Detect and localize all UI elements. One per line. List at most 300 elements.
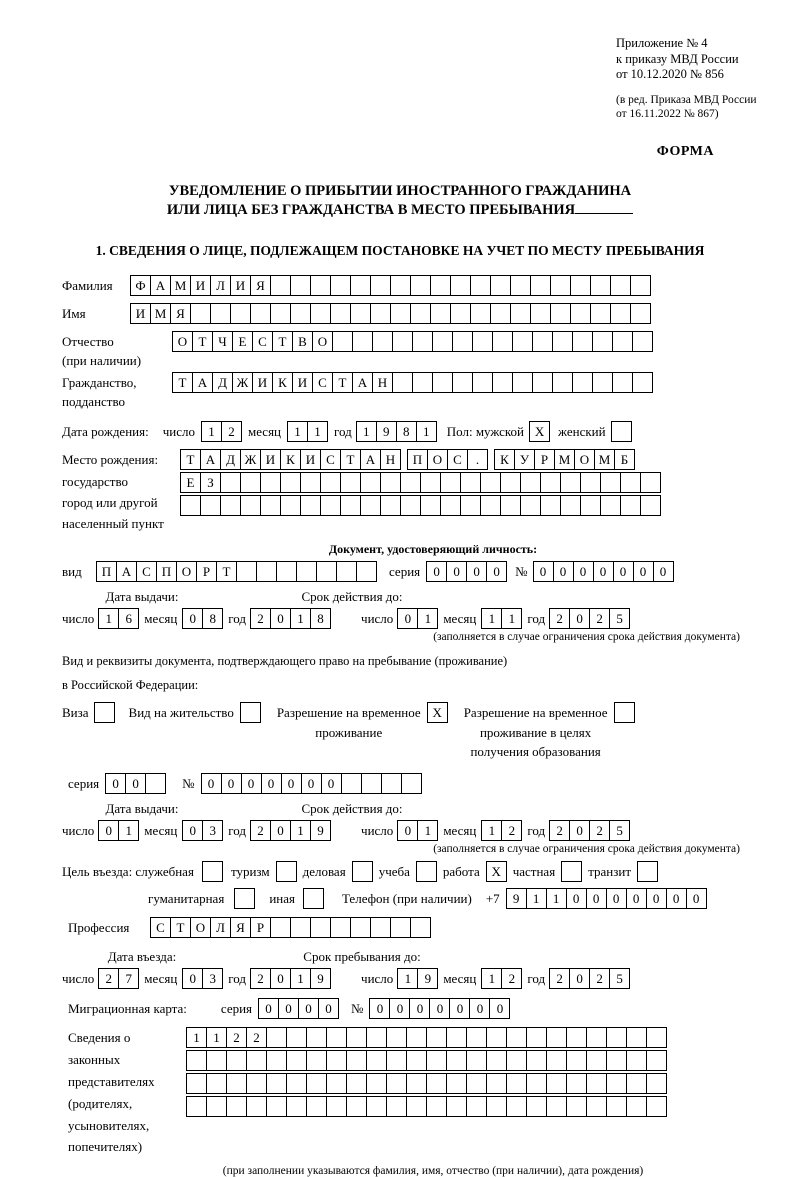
- char-cell[interactable]: 1: [526, 888, 547, 909]
- char-cell[interactable]: 0: [221, 773, 242, 794]
- char-cell[interactable]: [340, 495, 361, 516]
- char-cell[interactable]: И: [252, 372, 273, 393]
- char-cell[interactable]: [276, 561, 297, 582]
- char-cell[interactable]: О: [190, 917, 211, 938]
- char-cell[interactable]: [366, 1027, 387, 1048]
- char-cell[interactable]: [210, 303, 231, 324]
- char-cell[interactable]: [366, 1073, 387, 1094]
- char-cell[interactable]: 2: [226, 1027, 247, 1048]
- char-cell[interactable]: [640, 495, 661, 516]
- mc-series-input[interactable]: [258, 998, 339, 1019]
- char-cell[interactable]: [632, 331, 653, 352]
- char-cell[interactable]: [386, 1073, 407, 1094]
- char-cell[interactable]: [546, 1073, 567, 1094]
- char-cell[interactable]: [326, 1027, 347, 1048]
- char-cell[interactable]: 0: [686, 888, 707, 909]
- char-cell[interactable]: [470, 303, 491, 324]
- char-cell[interactable]: [220, 495, 241, 516]
- char-cell[interactable]: [260, 472, 281, 493]
- char-cell[interactable]: М: [150, 303, 171, 324]
- char-cell[interactable]: [426, 1050, 447, 1071]
- char-cell[interactable]: [580, 472, 601, 493]
- char-cell[interactable]: 0: [653, 561, 674, 582]
- char-cell[interactable]: [326, 1050, 347, 1071]
- char-cell[interactable]: [270, 917, 291, 938]
- char-cell[interactable]: [350, 917, 371, 938]
- char-cell[interactable]: 2: [549, 968, 570, 989]
- char-cell[interactable]: Р: [196, 561, 217, 582]
- char-cell[interactable]: [366, 1050, 387, 1071]
- char-cell[interactable]: [446, 1050, 467, 1071]
- char-cell[interactable]: 0: [426, 561, 447, 582]
- char-cell[interactable]: [310, 275, 331, 296]
- purpose-private-checkbox[interactable]: [561, 861, 582, 882]
- char-cell[interactable]: И: [300, 449, 321, 470]
- char-cell[interactable]: 0: [626, 888, 647, 909]
- stay-month-input[interactable]: [481, 968, 522, 989]
- char-cell[interactable]: [586, 1073, 607, 1094]
- char-cell[interactable]: [381, 773, 402, 794]
- char-cell[interactable]: [350, 303, 371, 324]
- char-cell[interactable]: Н: [372, 372, 393, 393]
- char-cell[interactable]: [330, 275, 351, 296]
- char-cell[interactable]: [566, 1073, 587, 1094]
- char-cell[interactable]: И: [260, 449, 281, 470]
- char-cell[interactable]: [260, 495, 281, 516]
- char-cell[interactable]: [420, 495, 441, 516]
- char-cell[interactable]: 0: [261, 773, 282, 794]
- char-cell[interactable]: [412, 372, 433, 393]
- char-cell[interactable]: [350, 275, 371, 296]
- residence-permit-checkbox[interactable]: [240, 702, 261, 723]
- char-cell[interactable]: [512, 372, 533, 393]
- entry-year-input[interactable]: [250, 968, 331, 989]
- char-cell[interactable]: 2: [246, 1027, 267, 1048]
- char-cell[interactable]: 2: [98, 968, 119, 989]
- char-cell[interactable]: [290, 275, 311, 296]
- char-cell[interactable]: [410, 303, 431, 324]
- char-cell[interactable]: [226, 1073, 247, 1094]
- char-cell[interactable]: [316, 561, 337, 582]
- char-cell[interactable]: О: [172, 331, 193, 352]
- char-cell[interactable]: [240, 495, 261, 516]
- char-cell[interactable]: П: [407, 449, 428, 470]
- char-cell[interactable]: 1: [186, 1027, 207, 1048]
- char-cell[interactable]: [626, 1027, 647, 1048]
- char-cell[interactable]: Л: [210, 917, 231, 938]
- char-cell[interactable]: [512, 331, 533, 352]
- sex-female-checkbox[interactable]: [611, 421, 632, 442]
- char-cell[interactable]: 0: [318, 998, 339, 1019]
- doc-valid-year-input[interactable]: [549, 608, 630, 629]
- char-cell[interactable]: [286, 1073, 307, 1094]
- char-cell[interactable]: [586, 1050, 607, 1071]
- char-cell[interactable]: Т: [332, 372, 353, 393]
- char-cell[interactable]: 0: [301, 773, 322, 794]
- char-cell[interactable]: А: [150, 275, 171, 296]
- char-cell[interactable]: [590, 275, 611, 296]
- birthplace-line-2[interactable]: [180, 472, 661, 493]
- char-cell[interactable]: [446, 1096, 467, 1117]
- char-cell[interactable]: [586, 1096, 607, 1117]
- char-cell[interactable]: [480, 495, 501, 516]
- char-cell[interactable]: 0: [278, 998, 299, 1019]
- char-cell[interactable]: О: [574, 449, 595, 470]
- char-cell[interactable]: [410, 917, 431, 938]
- char-cell[interactable]: [572, 372, 593, 393]
- char-cell[interactable]: 0: [553, 561, 574, 582]
- char-cell[interactable]: [632, 372, 653, 393]
- char-cell[interactable]: [430, 303, 451, 324]
- char-cell[interactable]: 1: [307, 421, 328, 442]
- char-cell[interactable]: [606, 1027, 627, 1048]
- char-cell[interactable]: 1: [481, 608, 502, 629]
- char-cell[interactable]: 2: [250, 608, 271, 629]
- char-cell[interactable]: [380, 472, 401, 493]
- char-cell[interactable]: 0: [466, 561, 487, 582]
- char-cell[interactable]: [280, 472, 301, 493]
- char-cell[interactable]: 0: [182, 820, 203, 841]
- char-cell[interactable]: 9: [506, 888, 527, 909]
- char-cell[interactable]: Я: [230, 917, 251, 938]
- permit-valid-month-input[interactable]: [481, 820, 522, 841]
- char-cell[interactable]: [372, 331, 393, 352]
- permit-valid-day-input[interactable]: [397, 820, 438, 841]
- char-cell[interactable]: [240, 472, 261, 493]
- char-cell[interactable]: [550, 303, 571, 324]
- char-cell[interactable]: [506, 1096, 527, 1117]
- stay-year-input[interactable]: [549, 968, 630, 989]
- char-cell[interactable]: А: [360, 449, 381, 470]
- char-cell[interactable]: 0: [633, 561, 654, 582]
- char-cell[interactable]: [306, 1050, 327, 1071]
- char-cell[interactable]: [500, 472, 521, 493]
- char-cell[interactable]: [606, 1073, 627, 1094]
- char-cell[interactable]: [452, 331, 473, 352]
- char-cell[interactable]: [506, 1027, 527, 1048]
- char-cell[interactable]: [566, 1096, 587, 1117]
- purpose-study-checkbox[interactable]: [416, 861, 437, 882]
- char-cell[interactable]: 0: [397, 608, 418, 629]
- char-cell[interactable]: [466, 1027, 487, 1048]
- char-cell[interactable]: [370, 303, 391, 324]
- char-cell[interactable]: О: [312, 331, 333, 352]
- char-cell[interactable]: [540, 472, 561, 493]
- char-cell[interactable]: 3: [202, 820, 223, 841]
- char-cell[interactable]: [352, 331, 373, 352]
- char-cell[interactable]: А: [192, 372, 213, 393]
- char-cell[interactable]: 0: [613, 561, 634, 582]
- char-cell[interactable]: [520, 495, 541, 516]
- char-cell[interactable]: 0: [201, 773, 222, 794]
- char-cell[interactable]: Н: [380, 449, 401, 470]
- char-cell[interactable]: [286, 1050, 307, 1071]
- char-cell[interactable]: [592, 331, 613, 352]
- char-cell[interactable]: [526, 1073, 547, 1094]
- char-cell[interactable]: [220, 472, 241, 493]
- char-cell[interactable]: 1: [481, 820, 502, 841]
- char-cell[interactable]: 0: [409, 998, 430, 1019]
- char-cell[interactable]: 0: [125, 773, 146, 794]
- char-cell[interactable]: Я: [250, 275, 271, 296]
- char-cell[interactable]: [532, 372, 553, 393]
- char-cell[interactable]: [546, 1096, 567, 1117]
- char-cell[interactable]: [266, 1073, 287, 1094]
- char-cell[interactable]: [266, 1027, 287, 1048]
- char-cell[interactable]: [560, 472, 581, 493]
- char-cell[interactable]: 2: [501, 968, 522, 989]
- char-cell[interactable]: С: [312, 372, 333, 393]
- char-cell[interactable]: Д: [212, 372, 233, 393]
- char-cell[interactable]: [470, 275, 491, 296]
- char-cell[interactable]: [370, 275, 391, 296]
- char-cell[interactable]: 9: [310, 968, 331, 989]
- char-cell[interactable]: [510, 303, 531, 324]
- char-cell[interactable]: К: [280, 449, 301, 470]
- char-cell[interactable]: Т: [192, 331, 213, 352]
- char-cell[interactable]: 2: [589, 968, 610, 989]
- char-cell[interactable]: [392, 372, 413, 393]
- char-cell[interactable]: [410, 275, 431, 296]
- char-cell[interactable]: 0: [446, 561, 467, 582]
- char-cell[interactable]: [620, 472, 641, 493]
- char-cell[interactable]: [646, 1050, 667, 1071]
- permit-issue-month-input[interactable]: [182, 820, 223, 841]
- char-cell[interactable]: [490, 275, 511, 296]
- char-cell[interactable]: [466, 1050, 487, 1071]
- entry-day-input[interactable]: [98, 968, 139, 989]
- char-cell[interactable]: [226, 1050, 247, 1071]
- doc-issue-day-input[interactable]: [98, 608, 139, 629]
- char-cell[interactable]: С: [150, 917, 171, 938]
- char-cell[interactable]: [546, 1050, 567, 1071]
- char-cell[interactable]: [526, 1096, 547, 1117]
- char-cell[interactable]: 9: [417, 968, 438, 989]
- char-cell[interactable]: [346, 1027, 367, 1048]
- char-cell[interactable]: У: [514, 449, 535, 470]
- char-cell[interactable]: Ж: [232, 372, 253, 393]
- visa-checkbox[interactable]: [94, 702, 115, 723]
- char-cell[interactable]: [566, 1027, 587, 1048]
- doc-issue-month-input[interactable]: [182, 608, 223, 629]
- purpose-transit-checkbox[interactable]: [637, 861, 658, 882]
- edu-residence-checkbox[interactable]: [614, 702, 635, 723]
- char-cell[interactable]: Т: [170, 917, 191, 938]
- char-cell[interactable]: Р: [250, 917, 271, 938]
- char-cell[interactable]: 2: [250, 820, 271, 841]
- birthplace-line-1[interactable]: [180, 449, 661, 470]
- char-cell[interactable]: [486, 1073, 507, 1094]
- char-cell[interactable]: М: [554, 449, 575, 470]
- purpose-work-checkbox[interactable]: Х: [486, 861, 507, 882]
- char-cell[interactable]: [432, 331, 453, 352]
- entry-month-input[interactable]: [182, 968, 223, 989]
- permit-number-input[interactable]: [201, 773, 422, 794]
- char-cell[interactable]: [630, 303, 651, 324]
- char-cell[interactable]: 1: [501, 608, 522, 629]
- char-cell[interactable]: А: [352, 372, 373, 393]
- char-cell[interactable]: 1: [546, 888, 567, 909]
- char-cell[interactable]: С: [136, 561, 157, 582]
- char-cell[interactable]: [226, 1096, 247, 1117]
- char-cell[interactable]: 0: [98, 820, 119, 841]
- char-cell[interactable]: 1: [397, 968, 418, 989]
- char-cell[interactable]: 0: [569, 608, 590, 629]
- name-input[interactable]: [130, 303, 651, 324]
- char-cell[interactable]: 0: [646, 888, 667, 909]
- char-cell[interactable]: 0: [321, 773, 342, 794]
- char-cell[interactable]: [606, 1050, 627, 1071]
- char-cell[interactable]: [570, 275, 591, 296]
- char-cell[interactable]: 1: [481, 968, 502, 989]
- char-cell[interactable]: 2: [221, 421, 242, 442]
- permit-issue-year-input[interactable]: [250, 820, 331, 841]
- char-cell[interactable]: 0: [270, 820, 291, 841]
- char-cell[interactable]: [186, 1050, 207, 1071]
- char-cell[interactable]: В: [292, 331, 313, 352]
- char-cell[interactable]: [646, 1096, 667, 1117]
- char-cell[interactable]: [530, 303, 551, 324]
- char-cell[interactable]: [486, 1027, 507, 1048]
- char-cell[interactable]: [472, 331, 493, 352]
- patronymic-input[interactable]: [172, 331, 653, 352]
- citizenship-input[interactable]: [172, 372, 653, 393]
- char-cell[interactable]: [432, 372, 453, 393]
- char-cell[interactable]: [390, 917, 411, 938]
- char-cell[interactable]: 9: [310, 820, 331, 841]
- char-cell[interactable]: [246, 1096, 267, 1117]
- char-cell[interactable]: 0: [258, 998, 279, 1019]
- purpose-tourism-checkbox[interactable]: [276, 861, 297, 882]
- char-cell[interactable]: 2: [589, 608, 610, 629]
- char-cell[interactable]: 1: [201, 421, 222, 442]
- char-cell[interactable]: [406, 1096, 427, 1117]
- char-cell[interactable]: 2: [250, 968, 271, 989]
- doc-kind-input[interactable]: [96, 561, 377, 582]
- char-cell[interactable]: [330, 917, 351, 938]
- char-cell[interactable]: [546, 1027, 567, 1048]
- char-cell[interactable]: 0: [270, 608, 291, 629]
- birth-month-input[interactable]: [287, 421, 328, 442]
- char-cell[interactable]: [406, 1027, 427, 1048]
- char-cell[interactable]: [472, 372, 493, 393]
- char-cell[interactable]: 0: [241, 773, 262, 794]
- char-cell[interactable]: [406, 1073, 427, 1094]
- char-cell[interactable]: [426, 1096, 447, 1117]
- phone-input[interactable]: [506, 888, 707, 909]
- char-cell[interactable]: [370, 917, 391, 938]
- char-cell[interactable]: [190, 303, 211, 324]
- char-cell[interactable]: [346, 1073, 367, 1094]
- char-cell[interactable]: [620, 495, 641, 516]
- char-cell[interactable]: Т: [340, 449, 361, 470]
- char-cell[interactable]: П: [156, 561, 177, 582]
- char-cell[interactable]: О: [427, 449, 448, 470]
- char-cell[interactable]: 5: [609, 608, 630, 629]
- char-cell[interactable]: 1: [206, 1027, 227, 1048]
- char-cell[interactable]: [630, 275, 651, 296]
- legal-line-1[interactable]: [186, 1027, 667, 1048]
- doc-number-input[interactable]: [533, 561, 674, 582]
- char-cell[interactable]: 0: [281, 773, 302, 794]
- char-cell[interactable]: 0: [489, 998, 510, 1019]
- char-cell[interactable]: Р: [534, 449, 555, 470]
- purpose-official-checkbox[interactable]: [202, 861, 223, 882]
- char-cell[interactable]: 3: [202, 968, 223, 989]
- char-cell[interactable]: [580, 495, 601, 516]
- char-cell[interactable]: [270, 275, 291, 296]
- char-cell[interactable]: [610, 275, 631, 296]
- char-cell[interactable]: 1: [98, 608, 119, 629]
- char-cell[interactable]: [486, 1096, 507, 1117]
- char-cell[interactable]: [446, 1073, 467, 1094]
- char-cell[interactable]: [145, 773, 166, 794]
- char-cell[interactable]: [300, 495, 321, 516]
- char-cell[interactable]: Т: [272, 331, 293, 352]
- char-cell[interactable]: [366, 1096, 387, 1117]
- char-cell[interactable]: Ф: [130, 275, 151, 296]
- char-cell[interactable]: 1: [417, 820, 438, 841]
- char-cell[interactable]: [280, 495, 301, 516]
- char-cell[interactable]: И: [190, 275, 211, 296]
- char-cell[interactable]: [360, 495, 381, 516]
- char-cell[interactable]: Я: [170, 303, 191, 324]
- char-cell[interactable]: [610, 303, 631, 324]
- char-cell[interactable]: 1: [290, 968, 311, 989]
- char-cell[interactable]: 0: [389, 998, 410, 1019]
- char-cell[interactable]: [390, 303, 411, 324]
- char-cell[interactable]: [590, 303, 611, 324]
- sex-male-checkbox[interactable]: Х: [529, 421, 550, 442]
- char-cell[interactable]: [306, 1073, 327, 1094]
- char-cell[interactable]: [326, 1073, 347, 1094]
- birth-year-input[interactable]: [356, 421, 437, 442]
- char-cell[interactable]: [450, 275, 471, 296]
- char-cell[interactable]: [426, 1073, 447, 1094]
- char-cell[interactable]: .: [467, 449, 488, 470]
- char-cell[interactable]: К: [272, 372, 293, 393]
- char-cell[interactable]: [250, 303, 271, 324]
- char-cell[interactable]: 2: [549, 820, 570, 841]
- char-cell[interactable]: [360, 472, 381, 493]
- char-cell[interactable]: К: [494, 449, 515, 470]
- char-cell[interactable]: [270, 303, 291, 324]
- char-cell[interactable]: 2: [549, 608, 570, 629]
- char-cell[interactable]: [412, 331, 433, 352]
- char-cell[interactable]: [626, 1096, 647, 1117]
- char-cell[interactable]: [466, 1073, 487, 1094]
- char-cell[interactable]: И: [130, 303, 151, 324]
- char-cell[interactable]: [550, 275, 571, 296]
- char-cell[interactable]: 0: [298, 998, 319, 1019]
- char-cell[interactable]: [206, 1073, 227, 1094]
- char-cell[interactable]: [460, 495, 481, 516]
- char-cell[interactable]: 0: [566, 888, 587, 909]
- char-cell[interactable]: [310, 303, 331, 324]
- char-cell[interactable]: 0: [469, 998, 490, 1019]
- char-cell[interactable]: [386, 1027, 407, 1048]
- char-cell[interactable]: [526, 1050, 547, 1071]
- char-cell[interactable]: С: [447, 449, 468, 470]
- char-cell[interactable]: 0: [486, 561, 507, 582]
- char-cell[interactable]: А: [116, 561, 137, 582]
- doc-valid-month-input[interactable]: [481, 608, 522, 629]
- purpose-humanitarian-checkbox[interactable]: [234, 888, 255, 909]
- legal-line-3[interactable]: [186, 1073, 667, 1094]
- char-cell[interactable]: [286, 1027, 307, 1048]
- char-cell[interactable]: [532, 331, 553, 352]
- profession-input[interactable]: [150, 917, 431, 938]
